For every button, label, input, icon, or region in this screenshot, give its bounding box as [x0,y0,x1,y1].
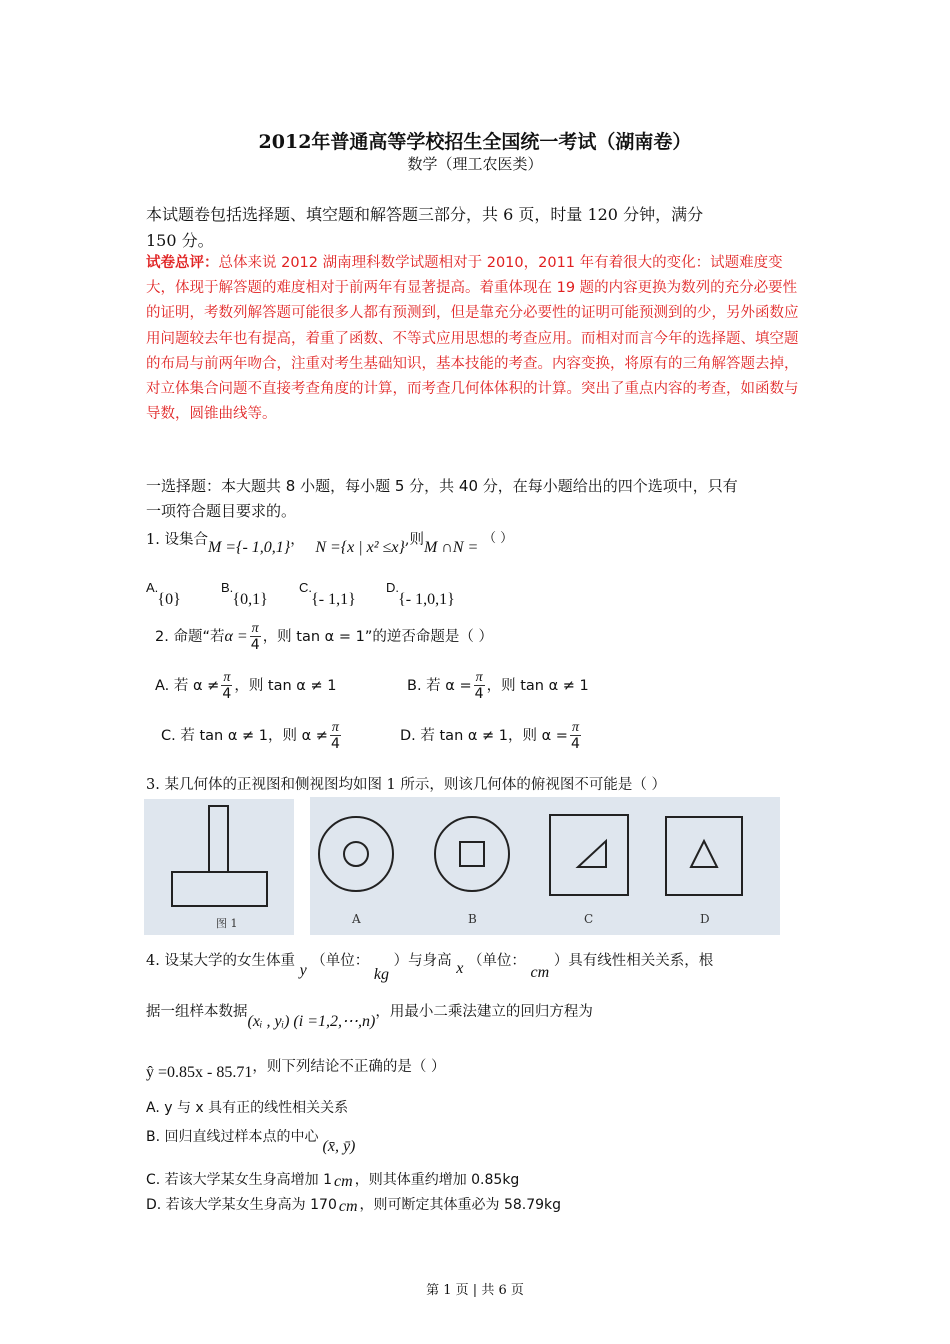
q1-set-m: M ={- 1,0,1} [207,539,291,556]
q2-option-b [407,671,589,701]
q4-l1e: ）具有线性相关关系，根 [553,953,714,969]
q4-l2a: 据一组样本数据 [146,1004,248,1020]
option-value: {- 1,0,1} [398,591,455,608]
q2-fraction [250,622,261,652]
exam-summary [146,251,806,427]
q1-prefix: 1. 设集合 [146,532,208,548]
option-value: {0} [157,591,181,608]
option-label: C. [299,580,312,595]
q4-option-a: A. y 与 x 具有正的线性相关关系 [146,1100,349,1116]
q4-l2b: ，用最小二乘法建立的回归方程为 [375,1004,593,1020]
q4-l3b: ，则下列结论不正确的是（ ） [252,1059,446,1075]
q4-sample: (xᵢ , yᵢ) (i =1,2,⋯,n) [247,1013,376,1030]
section-1-line-1: 一选择题：本大题共 8 小题，每小题 5 分，共 40 分，在每小题给出的四个选项中，只有 [146,477,738,495]
q4-option-d [146,1194,561,1214]
page-footer: 第 1 页 | 共 6 页 [426,1283,524,1298]
frac-den: 4 [474,686,484,702]
q4-opt-d-unit: cm [338,1198,358,1215]
q4-l1d: （单位： [467,953,526,969]
page-subtitle: 数学（理工农医类） [407,155,543,173]
q2-opt-b-frac [474,671,485,701]
q2-stem [155,622,493,652]
q4-center: (x̄, ȳ) [322,1138,356,1155]
q2-opt-a-text: A. 若 α ≠ [155,678,220,694]
q2-alpha: α = [224,628,248,645]
q2-option-d [400,721,583,751]
q3-options-figure [310,797,780,935]
q4-line-2 [146,1000,593,1030]
q4-l1c: ）与身高 [393,953,452,969]
q1-option-c [299,577,362,608]
option-a-label: A [352,912,361,926]
option-c-label: C [584,912,594,926]
q1-sep: ， [290,532,305,548]
option-label: D. [386,580,399,595]
q4-cm: cm [530,964,550,981]
intro-line-2: 150 分。 [146,231,214,250]
q2-opt-c-text: C. 若 tan α ≠ 1，则 α ≠ [161,728,328,744]
figure-1-drawing [144,799,294,935]
option-value: {0,1} [232,591,268,608]
q4-l1a: 4. 设某大学的女生体重 [146,953,295,969]
q4-opt-b-text: B. 回归直线过样本点的中心 [146,1129,319,1145]
q2-stem-b: ，则 tan α = 1”的逆否命题是（ ） [262,629,493,645]
page-title: 2012年普通高等学校招生全国统一考试（湖南卷） [258,131,692,153]
intro-line-1: 本试题卷包括选择题、填空题和解答题三部分，共 6 页，时量 120 分钟，满分 [146,205,704,224]
q4-kg: kg [373,966,389,983]
frac-num: π [223,670,231,685]
option-label: A. [146,580,159,595]
q2-opt-b-tail: ，则 tan α ≠ 1 [486,678,589,694]
q2-stem-a: 2. 命题“若 [155,629,225,645]
frac-num: π [331,720,339,735]
q2-opt-d-text: D. 若 tan α ≠ 1，则 α = [400,728,568,744]
frac-den: 4 [250,637,260,653]
q3-stem: 3. 某几何体的正视图和侧视图均如图 1 所示，则该几何体的俯视图不可能是（ ） [146,777,666,793]
q1-then: ,则 [404,532,424,548]
q4-l1b: （单位： [311,953,370,969]
q4-regression: ŷ =0.85x - 85.71 [146,1064,253,1081]
option-d-label: D [700,912,710,926]
q4-line-3 [146,1055,446,1081]
q1-option-b [221,577,274,608]
q4-opt-c-a: C. 若该大学某女生身高增加 1 [146,1172,333,1188]
q2-option-a [155,671,336,701]
q1-paren: （ ） [482,531,514,546]
q4-option-c [146,1169,519,1189]
q2-opt-c-frac [330,721,341,751]
q1-ask: M ∩N = [423,539,479,556]
option-value: {- 1,1} [311,591,356,608]
q4-option-b [146,1126,356,1155]
q4-opt-d-b: ，则可断定其体重必为 58.79kg [359,1197,562,1213]
frac-den: 4 [222,686,232,702]
q4-x: x [456,960,464,977]
q1-stem [146,528,514,556]
q2-option-c [161,721,343,751]
option-label: B. [221,580,234,595]
frac-num: π [251,621,259,636]
section-1-line-2: 一项符合题目要求的。 [146,502,297,520]
frac-den: 4 [330,736,340,752]
q4-opt-c-b: ，则其体重约增加 0.85kg [354,1172,520,1188]
q2-opt-a-frac [221,671,232,701]
options-drawing [310,797,780,935]
q4-opt-d-a: D. 若该大学某女生身高为 170 [146,1197,337,1213]
summary-text: 总体来说 2012 湖南理科数学试题相对于 2010，2011 年有着很大的变化：试题难度变大，体现于解答题的难度相对于前两年有显著提高。着重体现在 19 题的内容更换为数列的充分必要性的证明，考数列解答题可能很多人都有预测到，但是靠充分必要性的证明可能预测到的少，另外函数应用问题较去年也有提高，着重了函数、不等式应用思想的考查应用。而相对而言今年的选择题、填空题的布局与前两年吻合，注重对考生基础知识，基本技能的考查。内容变换，将原有的三角解答题去掉，对立体集合问题不直接考查角度的计算，而考查几何体体积的计算。突出了重点内容的考查，如函数与导数，圆锥曲线等。 [146,255,799,423]
frac-num: π [571,720,579,735]
q2-opt-b-text: B. 若 α = [407,678,472,694]
q4-y: y [299,962,307,979]
q2-opt-d-frac [570,721,581,751]
q4-opt-c-unit: cm [334,1173,353,1190]
frac-num: π [475,670,483,685]
frac-den: 4 [571,736,580,752]
q1-option-a [146,577,187,608]
figure-1-label: 图 1 [216,917,238,930]
summary-label: 试卷总评： [146,255,219,271]
q3-figure-1 [144,799,294,935]
q4-line-1 [146,949,714,983]
q1-set-n: N ={x | x² ≤x} [315,539,405,556]
q1-option-d [386,577,461,608]
q2-opt-a-tail: ，则 tan α ≠ 1 [234,678,337,694]
option-b-label: B [468,912,477,926]
